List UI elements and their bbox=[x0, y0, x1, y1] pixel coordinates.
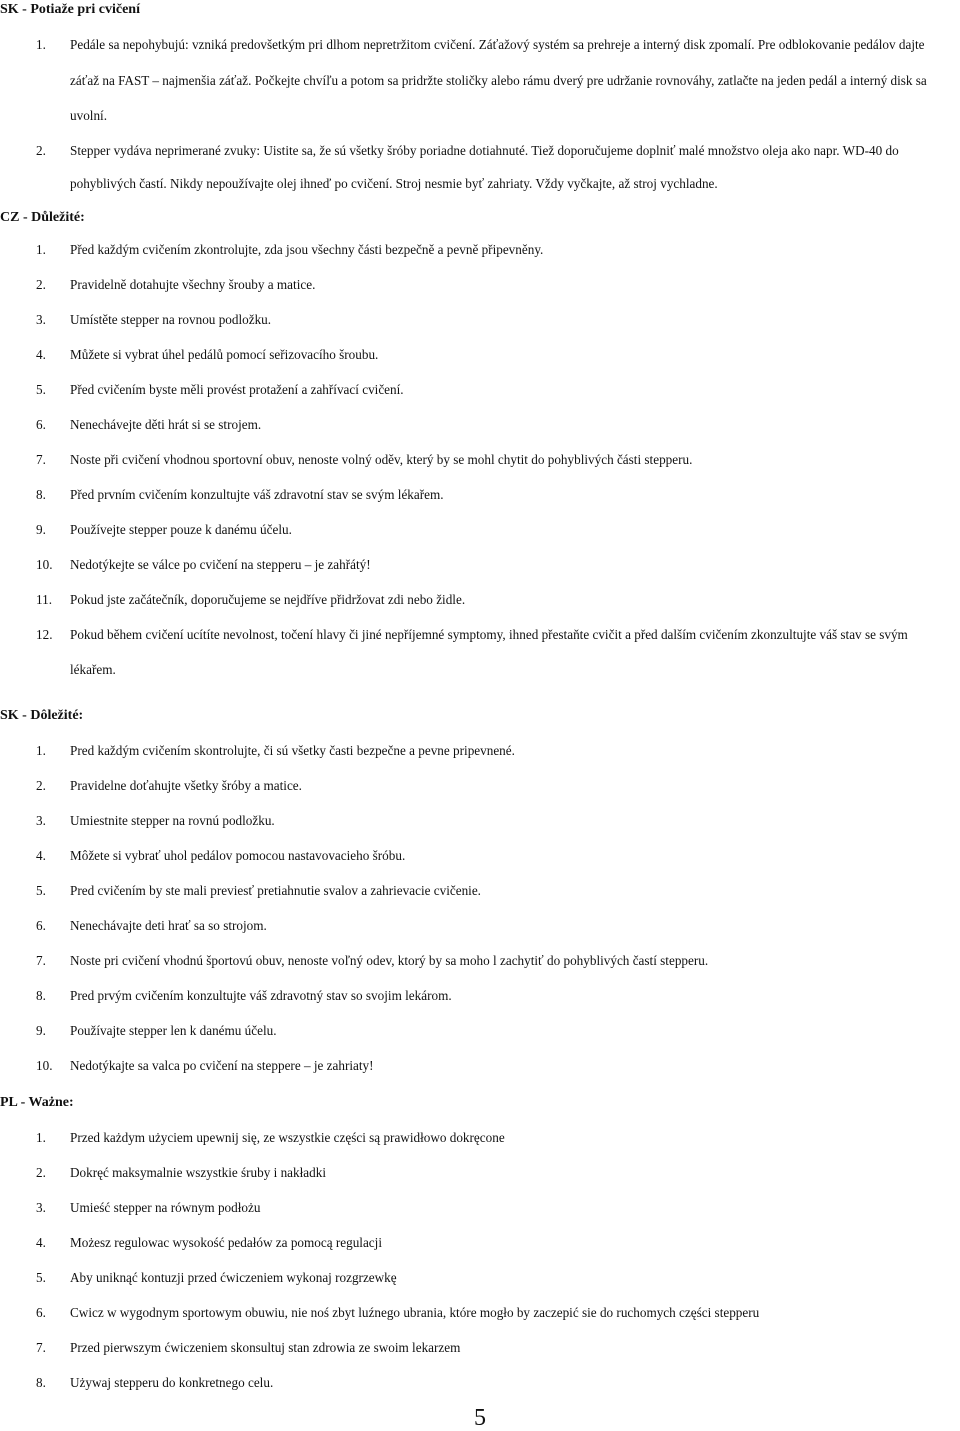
item-text: Pravidelně dotahujte všechny šrouby a matice. bbox=[70, 277, 316, 292]
item-number: 9. bbox=[36, 1023, 46, 1038]
item-number: 8. bbox=[36, 988, 46, 1003]
section-heading: SK - Dôležité: bbox=[0, 708, 84, 723]
section-cz-important bbox=[0, 208, 960, 687]
list-item bbox=[0, 27, 960, 134]
list-item bbox=[0, 978, 960, 1013]
item-number: 7. bbox=[36, 452, 46, 467]
item-number: 2. bbox=[36, 277, 46, 292]
item-text: Cwicz w wygodnym sportowym obuwiu, nie noś zbyt luźnego ubrania, które mogło by zaczepić sie do ruchomych części stepperu bbox=[70, 1305, 760, 1320]
item-text: Przed każdym użyciem upewnij się, ze wszystkie części są prawidłowo dokręcone bbox=[70, 1130, 505, 1145]
item-text: Pravidelne doťahujte všetky šróby a matice. bbox=[70, 778, 302, 793]
item-list bbox=[0, 1120, 960, 1400]
item-number: 6. bbox=[36, 1305, 46, 1320]
item-text: Nedotýkajte sa valca po cvičení na steppere – je zahriaty! bbox=[70, 1058, 374, 1073]
item-text: Používajte stepper len k danému účelu. bbox=[70, 1023, 277, 1038]
item-number: 2. bbox=[36, 778, 46, 793]
list-item bbox=[0, 407, 960, 442]
item-text: Pokud jste začátečník, doporučujeme se nejdříve přidržovat zdi nebo židle. bbox=[70, 592, 466, 607]
item-number: 5. bbox=[36, 1270, 46, 1285]
item-number: 3. bbox=[36, 312, 46, 327]
item-number: 5. bbox=[36, 883, 46, 898]
item-number: 9. bbox=[36, 522, 46, 537]
list-item bbox=[0, 477, 960, 512]
list-item bbox=[0, 372, 960, 407]
list-item bbox=[0, 908, 960, 943]
list-item bbox=[0, 232, 960, 267]
item-text: Umieść stepper na równym podłożu bbox=[70, 1200, 261, 1215]
item-number: 3. bbox=[36, 1200, 46, 1215]
list-item bbox=[0, 768, 960, 803]
list-item bbox=[0, 873, 960, 908]
item-number: 11. bbox=[36, 592, 52, 607]
list-item bbox=[0, 803, 960, 838]
item-number: 7. bbox=[36, 1340, 46, 1355]
list-item bbox=[0, 442, 960, 477]
list-item bbox=[0, 547, 960, 582]
item-number: 10. bbox=[36, 1058, 53, 1073]
item-number: 4. bbox=[36, 1235, 46, 1250]
list-item bbox=[0, 1365, 960, 1400]
list-item bbox=[0, 337, 960, 372]
item-number: 1. bbox=[36, 743, 46, 758]
item-text: Stepper vydáva neprimerané zvuky: Uistite sa, že sú všetky šróby poriadne dotiahnuté. Tiež doporučujeme doplniť malé množstvo oleja ako napr. WD-40 do pohyblivých častí. Nikdy nepoužívajte olej ihneď po cvičení. Stroj nesmie byť zahriaty. Vždy vyčkajte, až stroj vychladne. bbox=[70, 142, 899, 191]
list-item bbox=[0, 838, 960, 873]
item-text: Pred cvičením by ste mali previesť pretiahnutie svalov a zahrievacie cvičenie. bbox=[70, 883, 481, 898]
list-item bbox=[0, 1013, 960, 1048]
section-sk-important bbox=[0, 706, 960, 1083]
item-number: 6. bbox=[36, 918, 46, 933]
item-text: Používejte stepper pouze k danému účelu. bbox=[70, 522, 292, 537]
list-item bbox=[0, 733, 960, 768]
item-text: Noste pri cvičení vhodnú športovú obuv, nenoste voľný odev, ktorý by sa moho l zachytiť do pohyblivých častí stepperu. bbox=[70, 953, 709, 968]
item-number: 1. bbox=[36, 37, 46, 52]
list-item bbox=[0, 617, 960, 687]
list-item bbox=[0, 512, 960, 547]
item-list bbox=[0, 27, 960, 200]
section-sk-troubleshooting bbox=[0, 0, 960, 200]
item-number: 12. bbox=[36, 627, 53, 642]
item-text: Můžete si vybrat úhel pedálů pomocí seřizovacího šroubu. bbox=[70, 347, 379, 362]
item-number: 1. bbox=[36, 242, 46, 257]
item-text: Aby uniknąć kontuzji przed ćwiczeniem wykonaj rozgrzewkę bbox=[70, 1270, 397, 1285]
item-text: Před prvním cvičením konzultujte váš zdravotní stav se svým lékařem. bbox=[70, 487, 444, 502]
item-number: 10. bbox=[36, 557, 53, 572]
item-text: Pred prvým cvičením konzultujte váš zdravotný stav so svojim lekárom. bbox=[70, 988, 452, 1003]
item-text: Używaj stepperu do konkretnego celu. bbox=[70, 1375, 274, 1390]
item-number: 4. bbox=[36, 848, 46, 863]
item-text: Pokud během cvičení ucítíte nevolnost, točení hlavy či jiné nepříjemné symptomy, ihned přestaňte cvičit a před dalším cvičením zkonzultujte váš stav se svým lékařem. bbox=[70, 627, 908, 677]
item-text: Nenechávajte deti hrať sa so strojom. bbox=[70, 918, 267, 933]
section-heading: PL - Ważne: bbox=[0, 1095, 74, 1110]
list-item bbox=[0, 1120, 960, 1155]
list-item bbox=[0, 582, 960, 617]
item-text: Před každým cvičením zkontrolujte, zda jsou všechny části bezpečně a pevně připevněny. bbox=[70, 242, 544, 257]
item-number: 6. bbox=[36, 417, 46, 432]
item-text: Pedále sa nepohybujú: vzniká predovšetkým pri dlhom nepretržitom cvičení. Záťažový systém sa prehreje a interný disk zpomalí. Pre odblokovanie pedálov dajte záťaž na FAST – najmenšia záťaž. Počkejte chvíľu a potom sa pridržte stoličky alebo rámu dverý pre udržanie rovnováhy, zatlačte na jeden pedál a interný disk sa uvolní. bbox=[70, 37, 927, 123]
item-text: Umístěte stepper na rovnou podložku. bbox=[70, 312, 272, 327]
item-number: 4. bbox=[36, 347, 46, 362]
item-text: Nenechávejte děti hrát si se strojem. bbox=[70, 417, 262, 432]
item-text: Noste při cvičení vhodnou sportovní obuv, nenoste volný oděv, který by se mohl chytit do pohyblivých části stepperu. bbox=[70, 452, 693, 467]
item-text: Przed pierwszym ćwiczeniem skonsultuj stan zdrowia ze swoim lekarzem bbox=[70, 1340, 461, 1355]
section-pl-important bbox=[0, 1093, 960, 1400]
item-number: 2. bbox=[36, 142, 46, 158]
item-number: 8. bbox=[36, 1375, 46, 1390]
list-item bbox=[0, 267, 960, 302]
list-item bbox=[0, 302, 960, 337]
list-item bbox=[0, 1295, 960, 1330]
list-item bbox=[0, 1260, 960, 1295]
list-item bbox=[0, 943, 960, 978]
item-number: 5. bbox=[36, 382, 46, 397]
item-text: Dokręć maksymalnie wszystkie śruby i nakładki bbox=[70, 1165, 326, 1180]
item-text: Nedotýkejte se válce po cvičení na stepperu – je zahřátý! bbox=[70, 557, 371, 572]
section-heading: SK - Potiaže pri cvičení bbox=[0, 2, 140, 17]
list-item bbox=[0, 1190, 960, 1225]
item-text: Umiestnite stepper na rovnú podložku. bbox=[70, 813, 275, 828]
item-text: Pred každým cvičením skontrolujte, či sú všetky časti bezpečne a pevne pripevnené. bbox=[70, 743, 515, 758]
list-item bbox=[0, 1225, 960, 1260]
item-number: 8. bbox=[36, 487, 46, 502]
list-item bbox=[0, 1048, 960, 1083]
list-item bbox=[0, 1155, 960, 1190]
item-list bbox=[0, 232, 960, 687]
list-item bbox=[0, 134, 960, 200]
item-text: Môžete si vybrať uhol pedálov pomocou nastavovacieho šróbu. bbox=[70, 848, 406, 863]
section-heading: CZ - Důležité: bbox=[0, 210, 85, 225]
list-item bbox=[0, 1330, 960, 1365]
item-text: Możesz regulowac wysokość pedałów za pomocą regulacji bbox=[70, 1235, 382, 1250]
item-text: Před cvičením byste měli provést protažení a zahřívací cvičení. bbox=[70, 382, 404, 397]
item-list bbox=[0, 733, 960, 1083]
item-number: 7. bbox=[36, 953, 46, 968]
page-number: 5 bbox=[474, 1405, 486, 1431]
item-number: 2. bbox=[36, 1165, 46, 1180]
item-number: 3. bbox=[36, 813, 46, 828]
item-number: 1. bbox=[36, 1130, 46, 1145]
